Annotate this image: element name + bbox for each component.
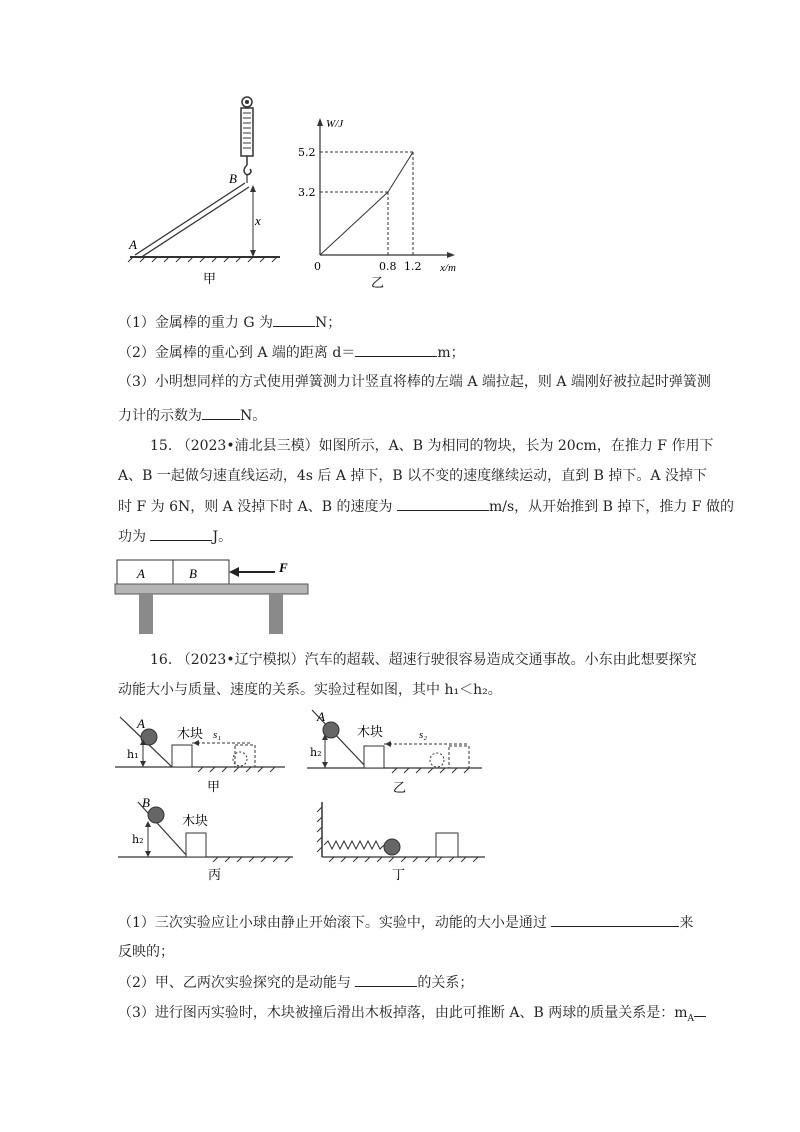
label-B: B xyxy=(229,171,237,186)
answer-blank[interactable] xyxy=(397,496,489,511)
figure-q15-table xyxy=(115,558,315,638)
q14-part3-line1: （3）小明想同样的方式使用弹簧测力计竖直将棒的左端 A 端拉起，则 A 端刚好被拉起时弹簧测 xyxy=(118,374,711,390)
q15-line2: A、B 一起做匀速直线运动，4s 后 A 掉下，B 以不变的速度继续运动，直到 B 掉下。A 没掉下 xyxy=(118,468,707,484)
q16-part2: （2）甲、乙两次实验探究的是动能与 的关系； xyxy=(118,972,473,993)
ball-A-label: A xyxy=(137,716,145,731)
block-B-label: B xyxy=(189,566,197,581)
ball-B-label: B xyxy=(142,795,150,810)
q16-line2: 动能大小与质量、速度的关系。实验过程如图，其中 h₁＜h₂。 xyxy=(118,682,502,698)
block-label: 木块 xyxy=(182,814,209,829)
y-tick-5-2: 5.2 xyxy=(298,146,316,159)
q15-line1: 15. （2023•浦北县三模）如图所示，A、B 为相同的物块，长为 20cm，在推力 F 作用下 xyxy=(150,438,714,454)
q15-line4: 功为 J。 xyxy=(118,526,232,547)
block-label: 木块 xyxy=(357,725,384,740)
ball-A-label: A xyxy=(317,709,325,724)
y-tick-3-2: 3.2 xyxy=(298,186,316,199)
answer-blank[interactable] xyxy=(551,912,679,927)
force-F-label: F xyxy=(279,560,288,575)
figure-jia xyxy=(125,95,295,285)
label-x: x xyxy=(255,213,261,228)
caption-yi: 乙 xyxy=(371,276,385,291)
block-A-label: A xyxy=(137,566,145,581)
figure-q16-yi xyxy=(307,708,487,798)
q14-part1: （1）金属棒的重力 G 为 N； xyxy=(118,312,341,333)
answer-blank[interactable] xyxy=(202,405,240,420)
answer-blank[interactable] xyxy=(355,342,437,357)
s1-label: s₁ xyxy=(213,729,222,741)
answer-blank[interactable] xyxy=(273,312,315,327)
q14-part2: （2）金属棒的重心到 A 端的距离 d＝ m； xyxy=(118,342,465,363)
caption-bing: 丙 xyxy=(208,868,222,883)
s2-label: s₂ xyxy=(419,729,428,741)
q16-part1-line2: 反映的； xyxy=(118,944,174,960)
block-label: 木块 xyxy=(177,727,204,742)
caption-jia: 甲 xyxy=(207,780,221,795)
h2-label: h₂ xyxy=(132,833,144,846)
y-axis-label: W/J xyxy=(326,118,344,130)
label-A: A xyxy=(129,237,137,252)
x-axis-label: x/m xyxy=(440,262,456,274)
x-tick-1-2: 1.2 xyxy=(404,260,422,273)
answer-blank[interactable] xyxy=(355,972,417,987)
h1-label: h₁ xyxy=(127,748,139,761)
q14-part3-line2: 力计的示数为 N。 xyxy=(118,405,266,426)
caption-ding: 丁 xyxy=(392,868,406,883)
caption-jia: 甲 xyxy=(203,272,217,287)
figure-q16-bing xyxy=(118,797,298,887)
figure-q16-jia xyxy=(115,715,290,800)
x-tick-0-8: 0.8 xyxy=(379,260,397,273)
q16-part1: （1）三次实验应让小球由静止开始滚下。实验中，动能的大小是通过 来 xyxy=(118,912,693,933)
caption-yi: 乙 xyxy=(393,781,407,796)
answer-blank[interactable] xyxy=(694,1002,706,1017)
q16-part3: （3）进行图丙实验时，木块被撞后滑出木板掉落，由此可推断 A、B 两球的质量关系是：$m_A$ xyxy=(118,1002,706,1029)
answer-blank[interactable] xyxy=(150,526,212,541)
figure-q16-ding xyxy=(310,797,490,887)
h2-label: h₂ xyxy=(310,746,322,759)
q16-line1: 16. （2023•辽宁模拟）汽车的超载、超速行驶很容易造成交通事故。小东由此想要探究 xyxy=(150,652,697,668)
origin-label: 0 xyxy=(314,260,321,273)
figure-yi-graph xyxy=(300,115,470,290)
q15-line3: 时 F 为 6N，则 A 没掉下时 A、B 的速度为 m/s，从开始推到 B 掉下，推力 F 做的 xyxy=(118,496,734,517)
